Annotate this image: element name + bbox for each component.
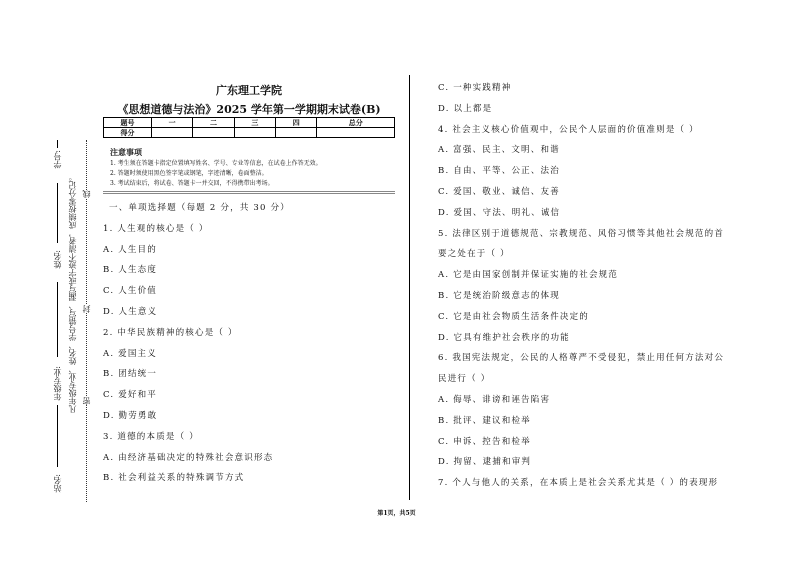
- question-line: D. 勤劳勇敢: [103, 411, 158, 421]
- question-line: 要之处在于（ ）: [438, 249, 510, 260]
- note-item: 1. 考生须在答题卡指定位置填写姓名、学号、专业等信息，在试卷上作答无效。: [110, 160, 322, 167]
- question-line: D. 以上都是: [438, 103, 493, 114]
- question-line: A. 爱国主义: [103, 348, 157, 359]
- score-row-label: 得分: [104, 128, 152, 138]
- question-line: C. 爱好和平: [103, 390, 158, 401]
- score-cell: [276, 128, 317, 138]
- question-line: A. 它是由国家创制并保证实施的社会规范: [438, 270, 619, 281]
- exam-title: 《思想道德与法治》2025 学年第一学期期末试卷(B): [117, 103, 381, 116]
- question-line: 1. 人生观的核心是（ ）: [103, 223, 209, 234]
- binding-warning: 凡年级专业、姓名、学号错写、漏写或字迹不清者，成绩按零分记。: [68, 173, 77, 413]
- question-line: B. 团结统一: [103, 369, 158, 380]
- question-line: 民进行（ ）: [438, 374, 491, 385]
- question-line: C. 申诉、控告和检举: [438, 436, 531, 447]
- question-line: 7. 个人与他人的关系，在本质上是社会关系尤其是（ ）的表现形: [438, 478, 719, 489]
- seal-char: 密: [82, 397, 91, 405]
- note-item: 3. 考试结束后，将试卷、答题卡一并交回，不得携带出考场。: [110, 180, 274, 187]
- student-id-line: [57, 140, 58, 148]
- score-cell: [152, 128, 193, 138]
- score-header: 一: [152, 118, 193, 128]
- school-name: 广东理工学院: [216, 84, 282, 97]
- question-line: 3. 道德的本质是（ ）: [103, 431, 199, 442]
- campus-label: 站名:: [53, 474, 62, 493]
- score-cell: [234, 128, 275, 138]
- question-line: C. 爱国、敬业、诚信、友善: [438, 187, 560, 197]
- question-line: B. 社会利益关系的特殊调节方式: [103, 473, 245, 484]
- score-header: 总分: [317, 118, 395, 128]
- question-line: C. 一种实践精神: [438, 83, 512, 93]
- question-line: 5. 法律区别于道德规范、宗教规范、风俗习惯等其他社会规范的首: [438, 228, 725, 239]
- notes-heading: 注意事项: [110, 147, 142, 157]
- score-header: 四: [276, 118, 317, 128]
- question-line: A. 富强、民主、文明、和谐: [438, 145, 560, 156]
- score-header: 二: [193, 118, 234, 128]
- question-line: A. 侮辱、诽谤和诬告陷害: [438, 395, 551, 405]
- question-line: 6. 我国宪法规定，公民的人格尊严不受侵犯，禁止用任何方法对公: [438, 353, 725, 364]
- score-header: 三: [234, 118, 275, 128]
- column-divider: [409, 75, 410, 500]
- score-cell: [193, 128, 234, 138]
- grade-major-line[interactable]: [57, 282, 58, 357]
- question-line: 一、单项选择题（每题 2 分，共 30 分）: [109, 203, 290, 213]
- question-line: D. 它具有维护社会秩序的功能: [438, 332, 570, 343]
- seal-char: 线: [82, 190, 91, 198]
- question-line: D. 拘留、逮捕和审判: [438, 457, 532, 468]
- question-line: B. 批评、建议和检举: [438, 415, 531, 426]
- score-cell: [317, 128, 395, 138]
- score-header: 题号: [104, 118, 152, 128]
- name-line[interactable]: [57, 183, 58, 243]
- question-line: D. 人生意义: [103, 307, 158, 317]
- question-line: D. 爱国、守法、明礼、诚信: [438, 207, 561, 218]
- question-line: 2. 中华民族精神的核心是（ ）: [103, 327, 238, 338]
- question-line: C. 它是由社会物质生活条件决定的: [438, 311, 590, 322]
- question-line: B. 自由、平等、公正、法治: [438, 166, 560, 177]
- note-item: 2. 答题时须使用黑色签字笔或钢笔，字迹清晰，卷面整洁。: [110, 170, 268, 177]
- page-footer: 第1页，共5页: [377, 510, 416, 517]
- question-line: A. 人生目的: [103, 244, 157, 255]
- student-id-label: 学号:: [53, 150, 62, 169]
- question-line: A. 由经济基础决定的特殊社会意识形态: [103, 452, 274, 463]
- separator: [103, 191, 395, 194]
- question-line: B. 它是统治阶级意志的体现: [438, 291, 560, 301]
- name-label: 姓名:: [53, 250, 62, 269]
- question-line: 4. 社会主义核心价值观中，公民个人层面的价值准则是（ ）: [438, 124, 699, 135]
- seal-char: 封: [82, 305, 91, 313]
- question-line: B. 人生态度: [103, 265, 158, 276]
- grade-major-label: 年级专业:: [53, 366, 62, 401]
- campus-line[interactable]: [57, 405, 58, 467]
- question-line: C. 人生价值: [103, 286, 158, 297]
- score-table: [103, 117, 395, 138]
